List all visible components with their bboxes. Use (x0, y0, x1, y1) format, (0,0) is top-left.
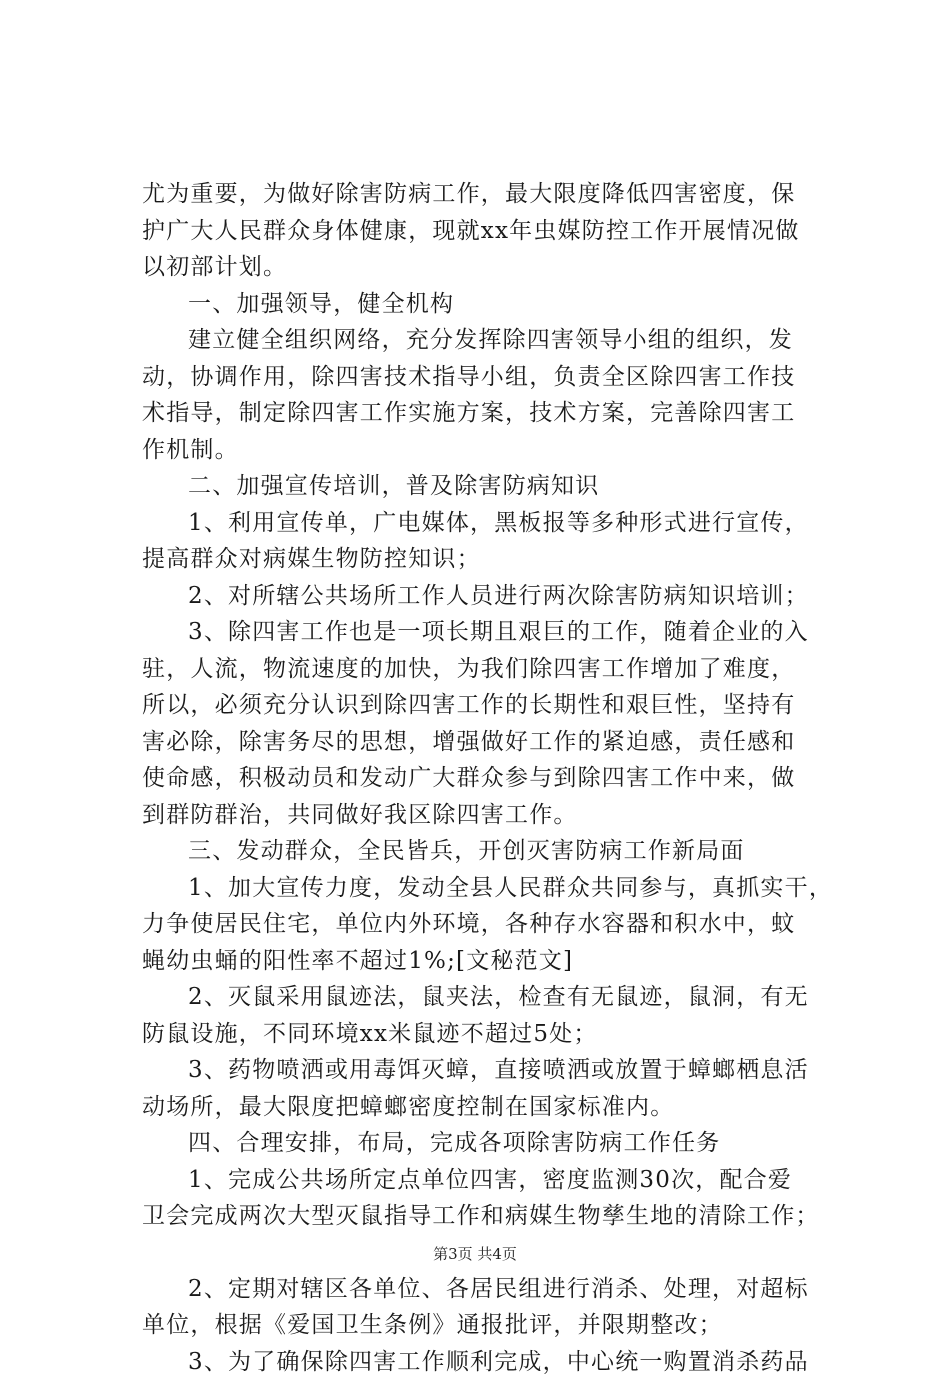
page-number: 第3页 共4页 (0, 1244, 950, 1264)
list-item: 3、除四害工作也是一项长期且艰巨的工作，随着企业的入 (142, 614, 842, 651)
text-line: 建立健全组织网络，充分发挥除四害领导小组的组织，发 (142, 322, 842, 359)
text-line: 害必除，除害务尽的思想，增强做好工作的紧迫感，责任感和 (142, 724, 842, 761)
section-heading: 三、发动群众，全民皆兵，开创灭害防病工作新局面 (142, 833, 842, 870)
text-line: 单位，根据《爱国卫生条例》通报批评，并限期整改； (142, 1307, 842, 1344)
list-item: 1、加大宣传力度，发动全县人民群众共同参与，真抓实干， (142, 870, 842, 907)
text-line: 所以，必须充分认识到除四害工作的长期性和艰巨性，坚持有 (142, 687, 842, 724)
text-line: 提高群众对病媒生物防控知识； (142, 541, 842, 578)
list-item: 2、定期对辖区各单位、各居民组进行消杀、处理，对超标 (142, 1271, 842, 1308)
text-line: 以初部计划。 (142, 249, 842, 286)
text-line: 力争使居民住宅，单位内外环境，各种存水容器和积水中，蚊 (142, 906, 842, 943)
document-body (142, 176, 842, 1380)
section-heading: 二、加强宣传培训，普及除害防病知识 (142, 468, 842, 505)
text-line: 动场所，最大限度把蟑螂密度控制在国家标准内。 (142, 1089, 842, 1126)
list-item: 3、药物喷洒或用毒饵灭蟑，直接喷洒或放置于蟑螂栖息活 (142, 1052, 842, 1089)
list-item: 2、灭鼠采用鼠迹法，鼠夹法，检查有无鼠迹，鼠洞，有无 (142, 979, 842, 1016)
list-item: 1、完成公共场所定点单位四害，密度监测30次，配合爱 (142, 1162, 842, 1199)
list-item: 3、为了确保除四害工作顺利完成，中心统一购置消杀药品 (142, 1344, 842, 1380)
text-line: 动，协调作用，除四害技术指导小组，负责全区除四害工作技 (142, 359, 842, 396)
section-heading: 四、合理安排，布局，完成各项除害防病工作任务 (142, 1125, 842, 1162)
section-heading: 一、加强领导，健全机构 (142, 286, 842, 323)
text-line: 护广大人民群众身体健康，现就xx年虫媒防控工作开展情况做 (142, 213, 842, 250)
text-line: 作机制。 (142, 432, 842, 469)
text-line: 驻，人流，物流速度的加快，为我们除四害工作增加了难度， (142, 651, 842, 688)
text-line: 防鼠设施，不同环境xx米鼠迹不超过5处； (142, 1016, 842, 1053)
text-line: 使命感，积极动员和发动广大群众参与到除四害工作中来，做 (142, 760, 842, 797)
list-item: 2、对所辖公共场所工作人员进行两次除害防病知识培训； (142, 578, 842, 615)
text-line: 尤为重要，为做好除害防病工作，最大限度降低四害密度，保 (142, 176, 842, 213)
text-line: 卫会完成两次大型灭鼠指导工作和病媒生物孳生地的清除工作； (142, 1198, 842, 1235)
list-item: 1、利用宣传单，广电媒体，黑板报等多种形式进行宣传， (142, 505, 842, 542)
text-line: 蝇幼虫蛹的阳性率不超过1%;[文秘范文] (142, 943, 842, 980)
text-line: 术指导，制定除四害工作实施方案，技术方案，完善除四害工 (142, 395, 842, 432)
text-line: 到群防群治，共同做好我区除四害工作。 (142, 797, 842, 834)
